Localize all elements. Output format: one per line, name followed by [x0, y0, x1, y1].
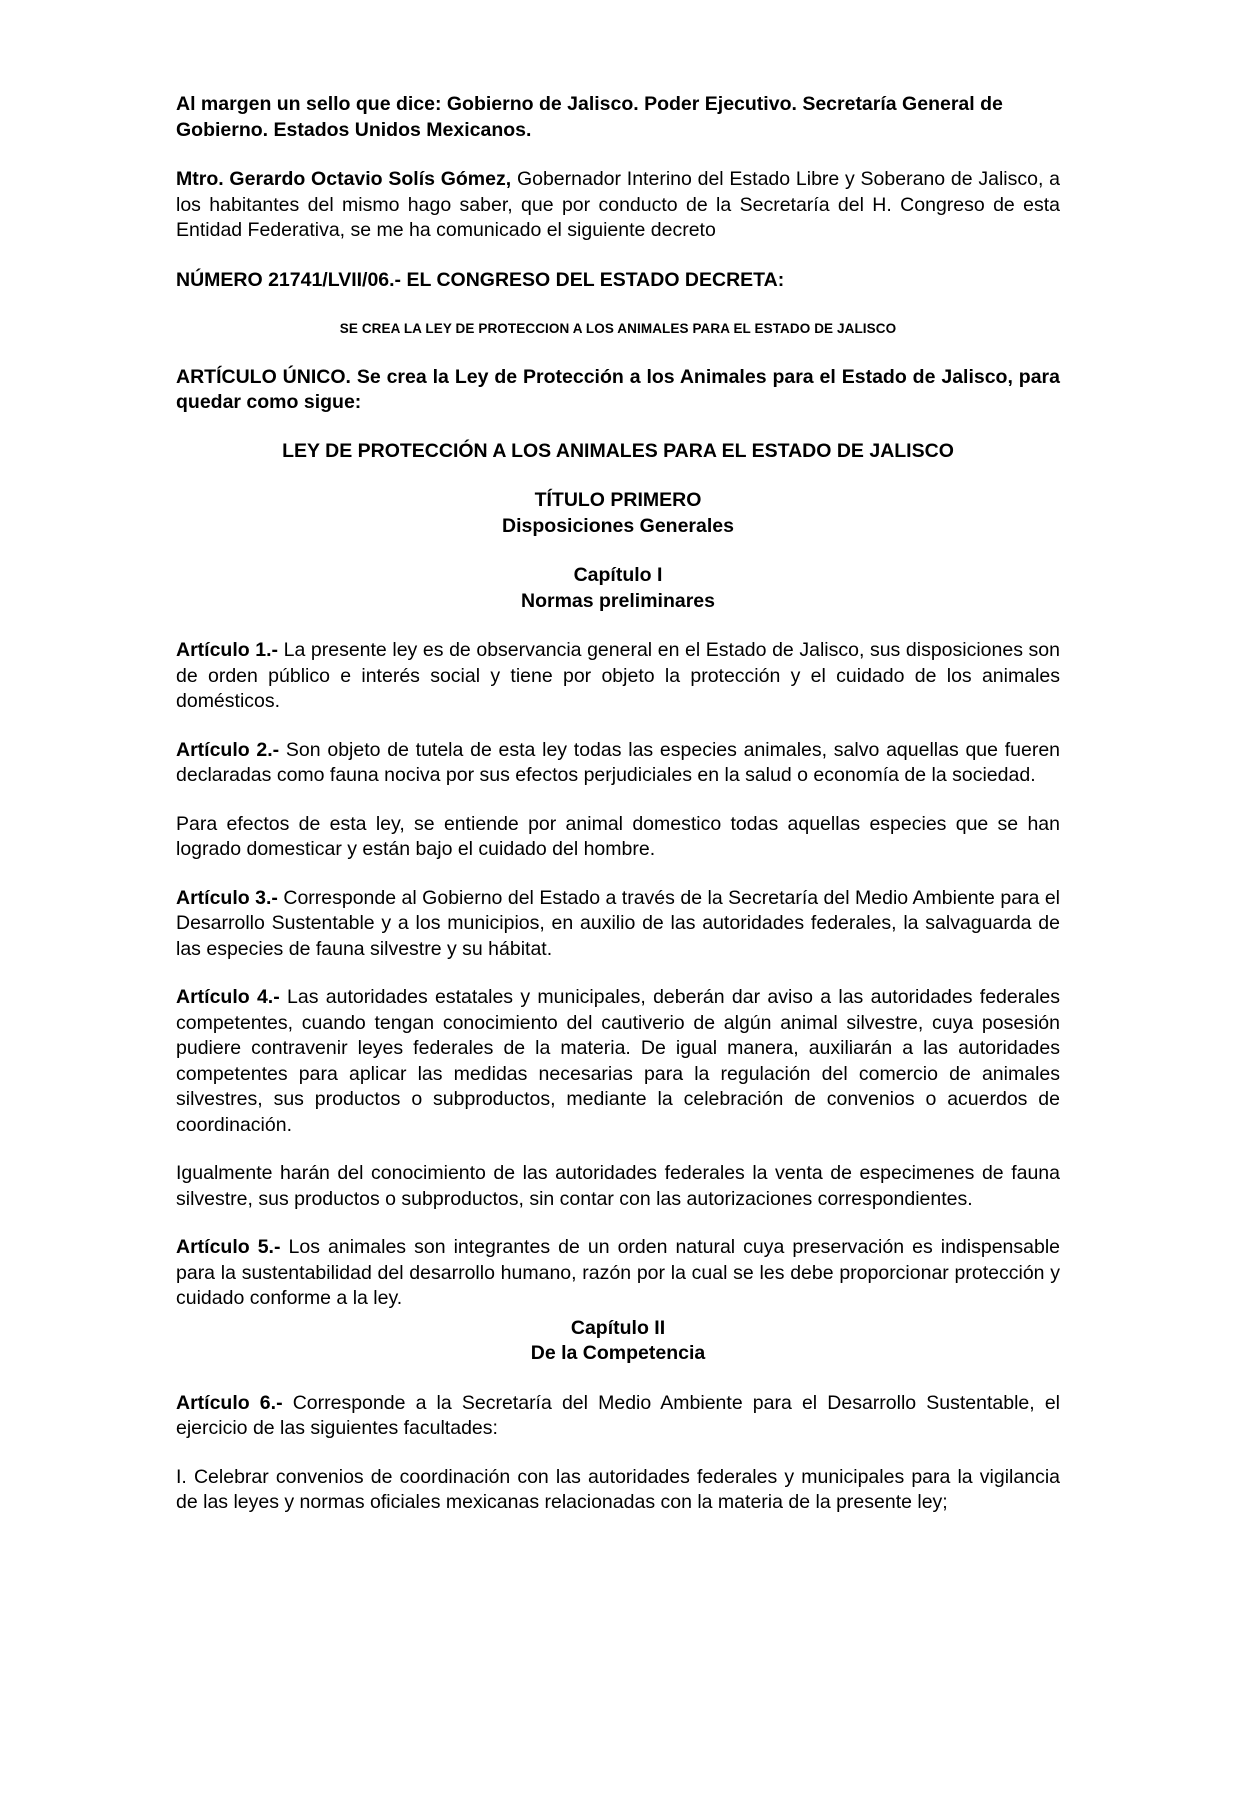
article-4 — [176, 985, 1060, 1138]
article-2-text: Son objeto de tutela de esta ley todas las especies animales, salvo aquellas que fueren declaradas como fauna nociva por sus efectos perjudiciales en la salud o economía de la sociedad. — [176, 738, 1061, 786]
article-4-text: Las autoridades estatales y municipales, deberán dar aviso a las autoridades federales competentes, cuando tengan conocimiento del cautiverio de algún animal silvestre, cuya posesión pudiere contravenir leyes federales de la materia. De igual manera, auxiliarán a las autoridades competentes para aplicar las medidas necesarias para la regulación del comercio de animales silvestres, sus productos o subproductos, mediante la celebración de convenios o acuerdos de coordinación. — [176, 986, 1061, 1136]
governor-name: Mtro. Gerardo Octavio Solís Gómez, — [176, 168, 512, 190]
article-2-paragraph-2: Para efectos de esta ley, se entiende por animal domestico todas aquellas especies que se han logrado domesticar y están bajo el cuidado del hombre. — [176, 812, 1060, 860]
article-3 — [176, 886, 1060, 963]
article-5 — [176, 1235, 1060, 1312]
seal-note: Al margen un sello que dice: Gobierno de Jalisco. Poder Ejecutivo. Secretaría General de Gobierno. Estados Unidos Mexicanos. — [176, 93, 1003, 141]
article-1-label: Artículo 1.- — [176, 639, 279, 661]
article-1 — [176, 638, 1060, 715]
article-6-text: Corresponde a la Secretaría del Medio Ambiente para el Desarrollo Sustentable, el ejercicio de las siguientes facultades: — [176, 1391, 1061, 1439]
article-4-paragraph-2: Igualmente harán del conocimiento de las autoridades federales la venta de especimenes de fauna silvestre, sus productos o subproductos, sin contar con las autorizaciones correspondientes. — [176, 1162, 1060, 1210]
article-1-text: La presente ley es de observancia general en el Estado de Jalisco, sus disposiciones son de orden público e interés social y tiene por objeto la protección y el cuidado de los animales domésticos. — [176, 639, 1060, 712]
capitulo-1-name: Normas preliminares — [520, 589, 715, 612]
titulo-name: Disposiciones Generales — [502, 514, 734, 537]
article-5-text: Los animales son integrantes de un orden natural cuya preservación es indispensable para la sustentabilidad del desarrollo humano, razón por la cual se les debe proporcionar protección y cuidado conforme a la ley. — [176, 1236, 1060, 1309]
article-3-text: Corresponde al Gobierno del Estado a través de la Secretaría del Medio Ambiente para el Desarrollo Sustentable y a los municipios, en auxilio de las autoridades federales, la salvaguarda de las especies de fauna silvestre y su hábitat. — [176, 886, 1061, 960]
law-title: LEY DE PROTECCIÓN A LOS ANIMALES PARA EL ESTADO DE JALISCO — [282, 439, 954, 462]
titulo-number: TÍTULO PRIMERO — [534, 489, 702, 511]
capitulo-2-name: De la Competencia — [530, 1342, 706, 1364]
article-6 — [176, 1391, 1060, 1442]
article-2 — [176, 738, 1060, 789]
article-3-label: Artículo 3.- — [176, 886, 278, 909]
article-4-label: Artículo 4.- — [176, 986, 280, 1008]
document-page — [176, 92, 1060, 1516]
article-5-label: Artículo 5.- — [176, 1236, 281, 1258]
governor-paragraph — [176, 167, 1060, 244]
small-caps-title: SE CREA LA LEY DE PROTECCION A LOS ANIMALES PARA EL ESTADO DE JALISCO — [339, 321, 897, 336]
article-2-label: Artículo 2.- — [176, 738, 280, 761]
capitulo-2-number: Capítulo II — [570, 1316, 666, 1339]
capitulo-1-number: Capítulo I — [573, 564, 663, 586]
decree-number: NÚMERO 21741/LVII/06.- EL CONGRESO DEL ESTADO DECRETA: — [176, 268, 785, 291]
governor-text: Gobernador Interino del Estado Libre y Soberano de Jalisco, a los habitantes del mismo hago saber, que por conducto de la Secretaría del H. Congreso de esta Entidad Federativa, se me ha comunicado el siguiente decreto — [176, 168, 1060, 241]
articulo-unico: ARTÍCULO ÚNICO. Se crea la Ley de Protección a los Animales para el Estado de Jalisco, para quedar como sigue: — [176, 365, 1060, 413]
article-6-label: Artículo 6.- — [176, 1391, 283, 1414]
article-6-fraction-i: I. Celebrar convenios de coordinación con las autoridades federales y municipales para la vigilancia de las leyes y normas oficiales mexicanas relacionadas con la materia de la presente ley; — [176, 1465, 1060, 1513]
